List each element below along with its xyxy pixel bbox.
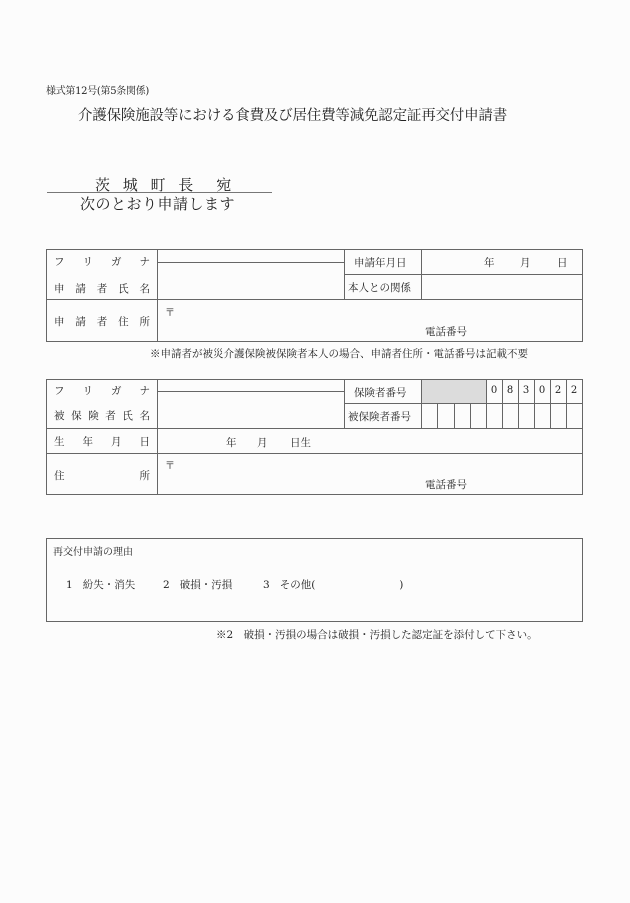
- divider: [46, 299, 583, 300]
- reason-option-1[interactable]: 1 紛失・消失: [66, 579, 136, 591]
- addressee: 茨 城 町 長 宛: [95, 176, 236, 194]
- reason-label: 再交付申請の理由: [53, 547, 133, 558]
- birth-day-unit: 日生: [290, 437, 311, 449]
- insurer-digit: 2: [570, 385, 578, 396]
- applicant-note: ※申請者が被災介護保険被保険者本人の場合、申請者住所・電話番号は記載不要: [150, 348, 528, 360]
- insured-furigana-label: フ リ ガ ナ: [54, 385, 150, 397]
- furigana-divider: [157, 262, 344, 263]
- reason-option-3[interactable]: 3 その他( ): [263, 579, 404, 591]
- insurer-digit: 3: [522, 385, 530, 396]
- birthdate-label: 生 年 月 日: [54, 436, 150, 448]
- request-statement: 次のとおり申請します: [80, 195, 236, 213]
- reason-note: ※2 破損・汚損の場合は破損・汚損した認定証を添付して下さい。: [216, 629, 538, 641]
- insured-number-field[interactable]: [422, 404, 582, 427]
- applicant-name-field[interactable]: [160, 264, 342, 298]
- relationship-label: 本人との関係: [348, 282, 411, 294]
- insurer-number-shaded: [421, 380, 486, 403]
- phone-label: 電話番号: [425, 326, 467, 338]
- application-date-label: 申請年月日: [354, 257, 407, 269]
- insurer-digit: 8: [506, 385, 514, 396]
- divider: [46, 453, 583, 454]
- insured-name-field[interactable]: [160, 393, 342, 427]
- furigana-label: フ リ ガ ナ: [54, 256, 150, 268]
- applicant-address-label: 申 請 者 住 所: [54, 316, 150, 328]
- insurer-digit: 2: [554, 385, 562, 396]
- month-unit: 月: [520, 257, 531, 269]
- document-title: 介護保険施設等における食費及び居住費等減免認定証再交付申請書: [78, 108, 507, 124]
- birth-year-unit: 年: [226, 437, 237, 449]
- insured-number-label: 被保険者番号: [348, 411, 411, 423]
- phone-label: 電話番号: [425, 479, 467, 491]
- insured-furigana-field[interactable]: [160, 380, 342, 390]
- insurer-digit: 0: [538, 385, 546, 396]
- divider: [46, 428, 583, 429]
- applicant-name-label: 申 請 者 氏 名: [54, 283, 150, 295]
- insured-address-label: 住 所: [54, 470, 150, 482]
- applicant-address-field[interactable]: [160, 301, 580, 339]
- furigana-divider: [157, 391, 344, 392]
- postal-mark: 〒: [165, 308, 175, 319]
- applicant-furigana-field[interactable]: [160, 250, 342, 261]
- year-unit: 年: [484, 257, 495, 269]
- birthdate-field[interactable]: [160, 430, 580, 452]
- insurer-digit: 0: [490, 385, 498, 396]
- postal-mark: 〒: [165, 461, 175, 472]
- divider: [344, 274, 583, 275]
- birth-month-unit: 月: [257, 437, 268, 449]
- divider: [157, 379, 158, 495]
- day-unit: 日: [557, 257, 568, 269]
- insured-name-label: 被 保 険 者 氏 名: [54, 410, 150, 422]
- insurer-number-label: 保険者番号: [354, 387, 407, 399]
- reason-option-2[interactable]: 2 破損・汚損: [163, 579, 233, 591]
- form-number: 様式第12号(第5条関係): [46, 86, 149, 97]
- relationship-field[interactable]: [423, 276, 581, 298]
- insured-address-field[interactable]: [160, 455, 580, 493]
